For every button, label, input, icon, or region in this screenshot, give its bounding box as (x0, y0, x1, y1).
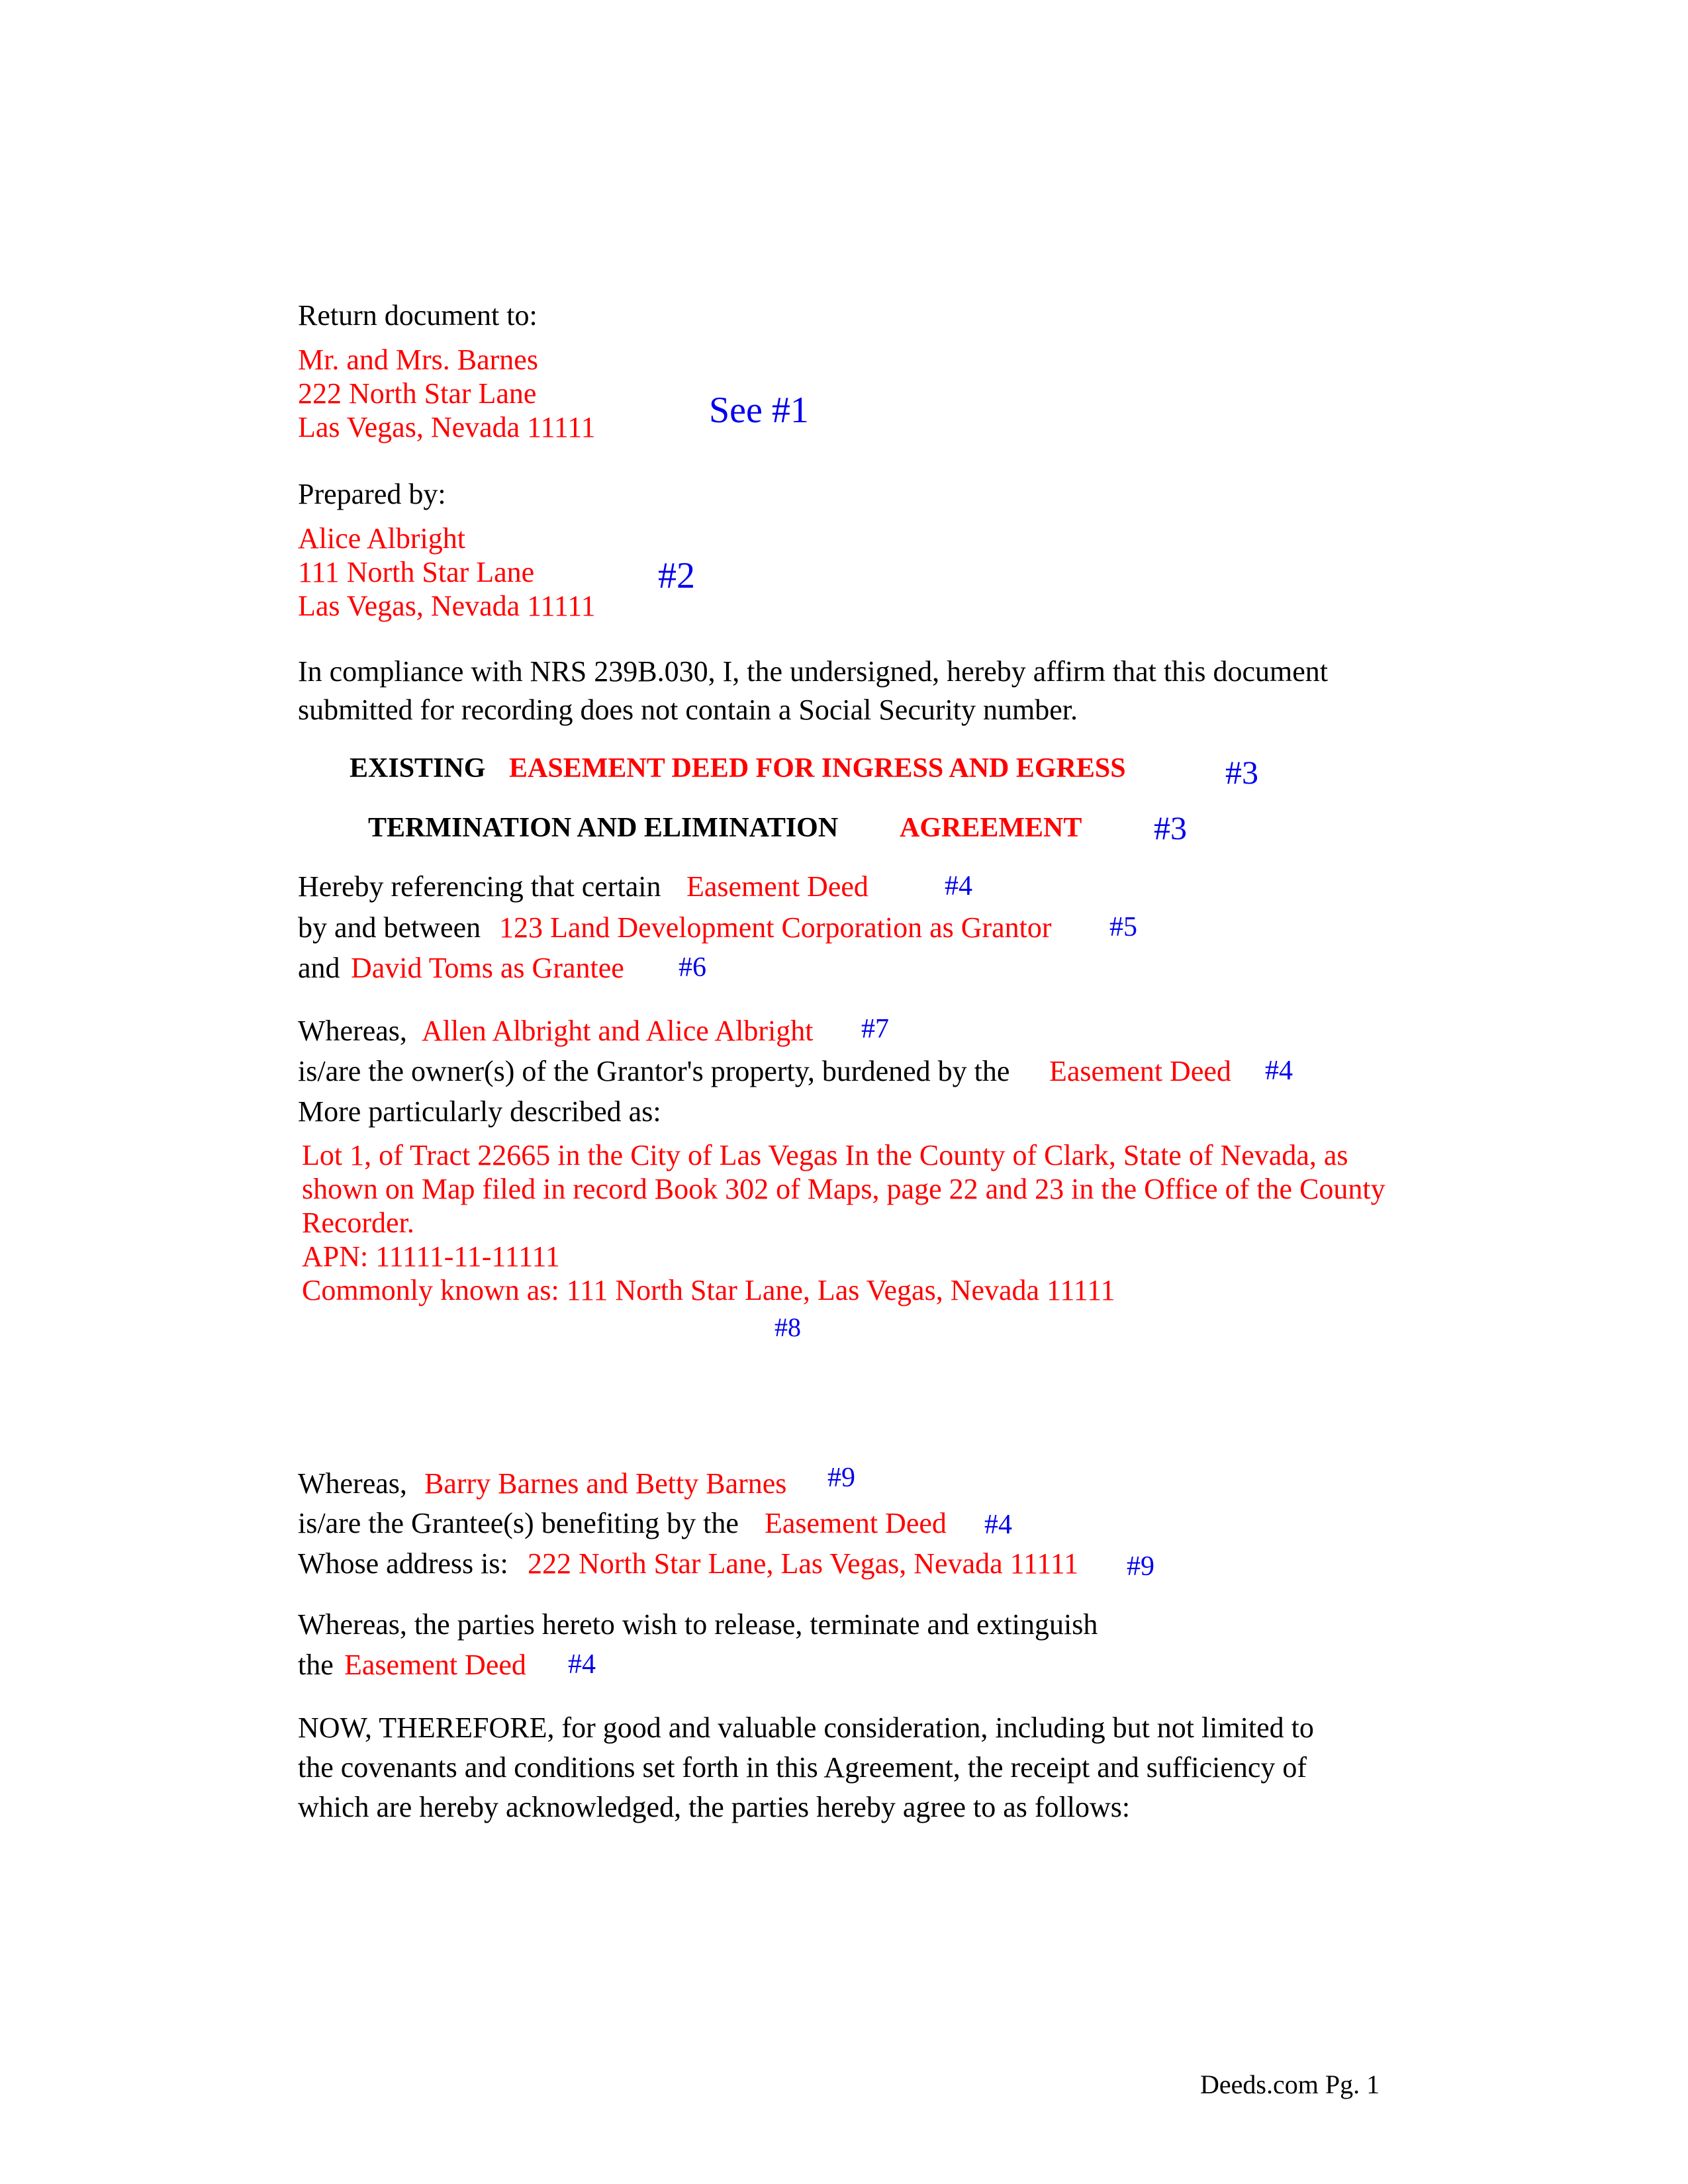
return-note: See #1 (709, 390, 809, 431)
therefore-line-3: which are hereby acknowledged, the parties hereby agree to as follows: (298, 1791, 1131, 1823)
release-line2-field: Easement Deed (344, 1649, 526, 1681)
owners-line1-note: #7 (861, 1014, 889, 1044)
reference-line1-prefix: Hereby referencing that certain (298, 870, 661, 903)
compliance-line-1: In compliance with NRS 239B.030, I, the undersigned, hereby affirm that this document (298, 655, 1328, 688)
owners-line1-prefix: Whereas, (298, 1015, 407, 1047)
prepared-heading: Prepared by: (298, 478, 446, 510)
title-line1-prefix: EXISTING (350, 753, 486, 784)
release-line2-note: #4 (568, 1649, 596, 1680)
grantees-line1-prefix: Whereas, (298, 1467, 407, 1500)
title-line1-note: #3 (1225, 754, 1258, 791)
return-street: 222 North Star Lane (298, 377, 537, 410)
owners-line1-field: Allen Albright and Alice Albright (422, 1015, 814, 1047)
reference-line1-note: #4 (945, 871, 972, 901)
title-line2-prefix: TERMINATION AND ELIMINATION (368, 813, 839, 843)
legal-note: #8 (774, 1312, 801, 1342)
release-line-1: Whereas, the parties hereto wish to release, terminate and extinguish (298, 1608, 1098, 1641)
owners-line2-prefix: is/are the owner(s) of the Grantor's property, burdened by the (298, 1055, 1010, 1087)
grantees-line2-prefix: is/are the Grantee(s) benefiting by the (298, 1507, 739, 1539)
prepared-street: 111 North Star Lane (298, 556, 535, 588)
title-line2-note: #3 (1154, 809, 1187, 846)
return-heading: Return document to: (298, 299, 538, 332)
reference-line2-note: #5 (1109, 912, 1137, 942)
therefore-line-1: NOW, THEREFORE, for good and valuable consideration, including but not limited to (298, 1711, 1314, 1744)
legal-line-3: Recorder. (302, 1206, 414, 1239)
legal-known-as: Commonly known as: 111 North Star Lane, Las Vegas, Nevada 11111 (302, 1274, 1115, 1306)
legal-line-2: shown on Map filed in record Book 302 of Maps, page 22 and 23 in the Office of the County (302, 1173, 1385, 1205)
return-city: Las Vegas, Nevada 11111 (298, 411, 596, 443)
reference-line3-note: #6 (679, 952, 706, 983)
grantees-line1-note: #9 (827, 1463, 855, 1493)
legal-apn: APN: 11111-11-11111 (302, 1240, 560, 1273)
owners-line2-note: #4 (1265, 1056, 1293, 1086)
owners-line2-field: Easement Deed (1049, 1055, 1231, 1087)
return-name: Mr. and Mrs. Barnes (298, 343, 538, 376)
owners-line3: More particularly described as: (298, 1095, 661, 1128)
reference-line2-prefix: by and between (298, 911, 481, 944)
therefore-line-2: the covenants and conditions set forth in this Agreement, the receipt and sufficiency of (298, 1751, 1307, 1784)
release-line2-prefix: the (298, 1649, 334, 1681)
prepared-city: Las Vegas, Nevada 11111 (298, 590, 596, 622)
grantees-line1-field: Barry Barnes and Betty Barnes (424, 1467, 787, 1500)
prepared-name: Alice Albright (298, 522, 465, 555)
grantees-line3-field: 222 North Star Lane, Las Vegas, Nevada 11111 (528, 1547, 1079, 1580)
reference-line3-prefix: and (298, 952, 340, 984)
prepared-note: #2 (658, 555, 695, 596)
legal-line-1: Lot 1, of Tract 22665 in the City of Las Vegas In the County of Clark, State of Nevada, as (302, 1139, 1348, 1171)
grantees-line2-note: #4 (984, 1510, 1012, 1540)
reference-line2-field: 123 Land Development Corporation as Grantor (499, 911, 1052, 944)
grantees-line3-prefix: Whose address is: (298, 1547, 508, 1580)
page-footer: Deeds.com Pg. 1 (1200, 2070, 1380, 2099)
compliance-line-2: submitted for recording does not contain a Social Security number. (298, 694, 1078, 726)
title-line2-field: AGREEMENT (900, 813, 1082, 843)
reference-line1-field: Easement Deed (686, 870, 868, 903)
grantees-line2-field: Easement Deed (765, 1507, 947, 1539)
title-line1-field: EASEMENT DEED FOR INGRESS AND EGRESS (509, 753, 1126, 784)
grantees-line3-note: #9 (1127, 1551, 1154, 1582)
reference-line3-field: David Toms as Grantee (351, 952, 624, 984)
